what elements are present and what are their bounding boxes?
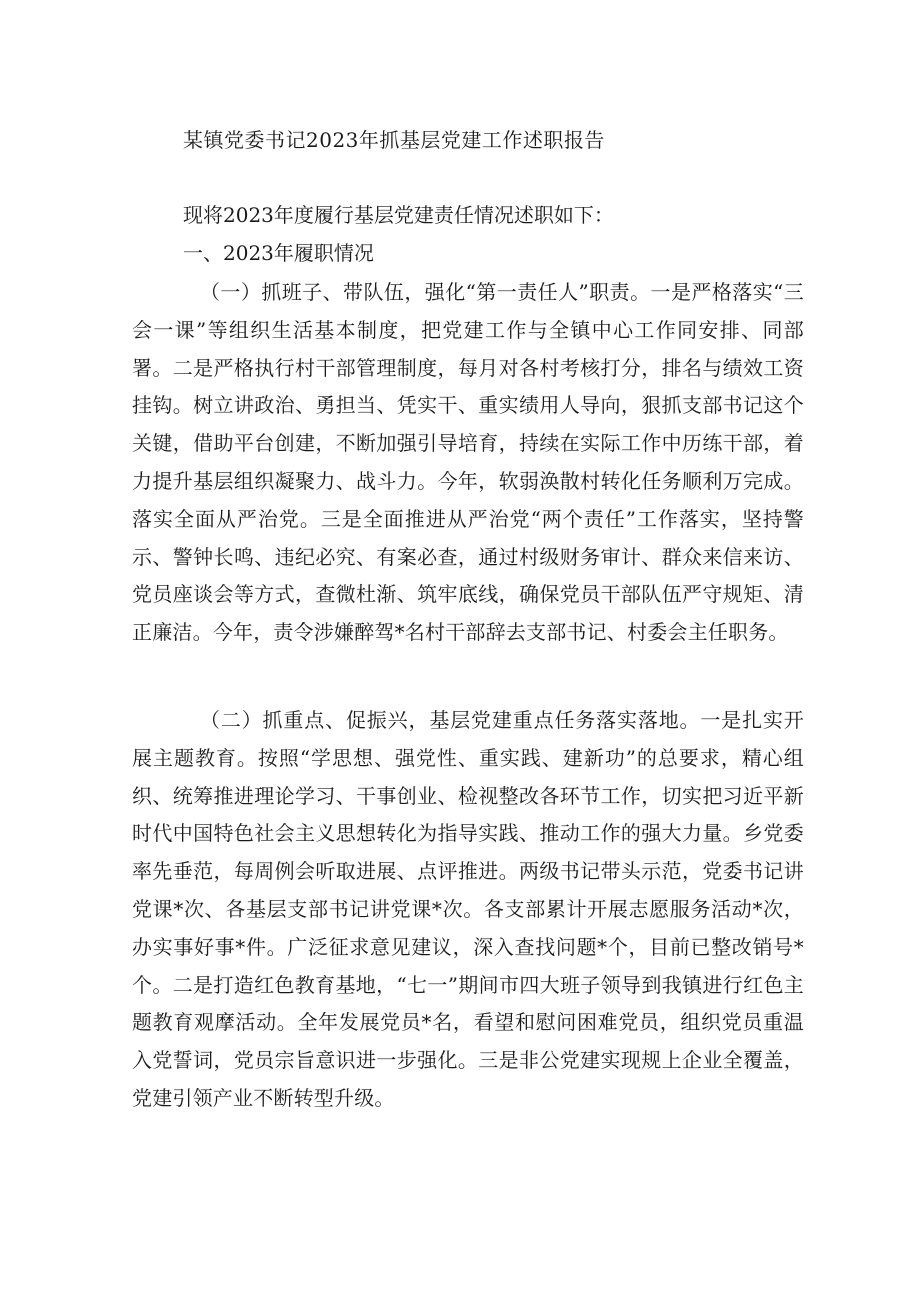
document-title: 某镇党委书记2023年抓基层党建工作述职报告 xyxy=(183,128,605,152)
paragraph-key-tasks: （二）抓重点、促振兴，基层党建重点任务落实落地。一是扎实开展主题教育。按照“学思想、强党性、重实践、建新功”的总要求，精心组织、统筹推进理论学习、干事创业、检视整改各环节工作，切实把习近平新时代中国特色社会主义思想转化为指导实践、推动工作的强大力量。乡党委率先垂范，每周例会听取进展、点评推进。两级书记带头示范，党委书记讲党课*次、各基层支部书记讲党课*次。各支部累计开展志愿服务活动*次，办实事好事*件。广泛征求意见建议，深入查找问题*个，目前已整改销号*个。二是打造红色教育基地，“七一”期间市四大班子领导到我镇进行红色主题教育观摩活动。全年发展党员*名，看望和慰问困难党员，组织党员重温入党誓词，党员宗旨意识进一步强化。三是非公党建实现规上企业全覆盖，党建引领产业不断转型升级。 xyxy=(132,708,804,1110)
intro-line: 现将2023年度履行基层党建责任情况述职如下： xyxy=(183,203,614,227)
section-heading: 一、2023年履职情况 xyxy=(183,241,374,265)
paragraph-team-building: （一）抓班子、带队伍，强化“第一责任人”职责。一是严格落实“三会一课”等组织生活基本制度，把党建工作与全镇中心工作同安排、同部署。二是严格执行村干部管理制度，每月对各村考核打分，排名与绩效工资挂钩。树立讲政治、勇担当、凭实干、重实绩用人导向，狠抓支部书记这个关键，借助平台创建，不断加强引导培育，持续在实际工作中历练干部，着力提升基层组织凝聚力、战斗力。今年，软弱涣散村转化任务顺利万完成。落实全面从严治党。三是全面推进从严治党“两个责任”工作落实，坚持警示、警钟长鸣、违纪必究、有案必查，通过村级财务审计、群众来信来访、党员座谈会等方式，查微杜渐、筑牢底线，确保党员干部队伍严守规矩、清正廉洁。今年，责令涉嫌醉驾*名村干部辞去支部书记、村委会主任职务。 xyxy=(132,280,804,645)
